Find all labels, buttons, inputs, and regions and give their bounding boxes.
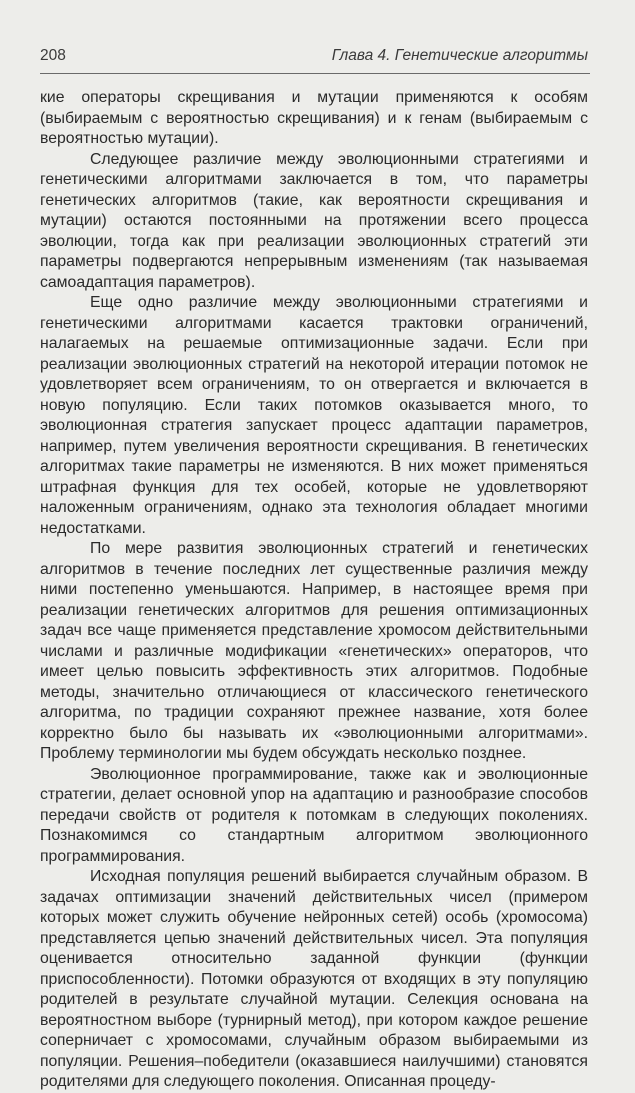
body-text — [40, 88, 588, 1093]
paragraph-5: Эволюционное программирование, также как и эволюционные стратегии, делает основной упор на адаптацию и разнообразие способов передачи свойств от родителя к потомкам в следующих поколениях. Познакомимся со стандартным алгоритмом эволюционного программирования. — [40, 765, 588, 865]
paragraph-4: По мере развития эволюционных стратегий и генетических алгоритмов в течение последних лет существенные различия между ними постепенно уменьшаются. Например, в настоящее время при реализации генетических алгоритмов для решения оптимизационных задач все чаще применяется представление хромосом действительными числами и различные модификации «генетических» операторов, что имеет целью повысить эффективность этих алгоритмов. Подобные методы, значительно отличающиеся от классического генетического алгоритма, по традиции сохраняют прежнее название, хотя более корректно было бы называть их «эволюционными алгоритмами». Проблему терминологии мы будем обсуждать несколько позднее. — [40, 540, 588, 762]
header-rule — [40, 73, 590, 74]
paragraph-2: Следующее различие между эволюционными стратегиями и генетическими алгоритмами заключается в том, что параметры генетических алгоритмов (такие, как вероятности скрещивания и мутации) остаются постоянными на протяжении всего процесса эволюции, тогда как при реализации эволюционных стратегий эти параметры подвергаются непрерывным изменениям (так называемая самоадаптация параметров). — [40, 150, 588, 291]
paragraph-1: кие операторы скрещивания и мутации применяются к особям (выбираемым с вероятностью скрещивания) и к генам (выбираемым с вероятностью мутации). — [40, 89, 588, 147]
running-header — [40, 47, 588, 65]
paragraph-6: Исходная популяция решений выбирается случайным образом. В задачах оптимизации значений действительных чисел (примером которых может служить обучение нейронных сетей) особь (хромосома) представляется цепью значений действительных чисел. Эта популяция оценивается относительно заданной функции (функции приспособленности). Потомки образуются от входящих в эту популяцию родителей в результате случайной мутации. Селекция основана на вероятностном выборе (турнирный метод), при котором каждое решение соперничает с хромосомами, случайным образом выбираемыми из популяции. Решения–победители (оказавшиеся наилучшими) становятся родителями для следующего поколения. Описанная процеду- — [40, 868, 588, 1090]
page-number: 208 — [40, 47, 66, 64]
paragraph-3: Еще одно различие между эволюционными стратегиями и генетическими алгоритмами касается трактовки ограничений, налагаемых на решаемые оптимизационные задачи. Если при реализации эволюционных стратегий на некоторой итерации потомок не удовлетворяет всем ограничениям, то он отвергается и включается в новую популяцию. Если таких потомков оказывается много, то эволюционная стратегия запускает процесс адаптации параметров, например, путем увеличения вероятности скрещивания. В генетических алгоритмах такие параметры не изменяются. В них может применяться штрафная функция для тех особей, которые не удовлетворяют наложенным ограничениям, однако эта технология обладает многими недостатками. — [40, 294, 588, 537]
chapter-title: Глава 4. Генетические алгоритмы — [331, 47, 588, 64]
